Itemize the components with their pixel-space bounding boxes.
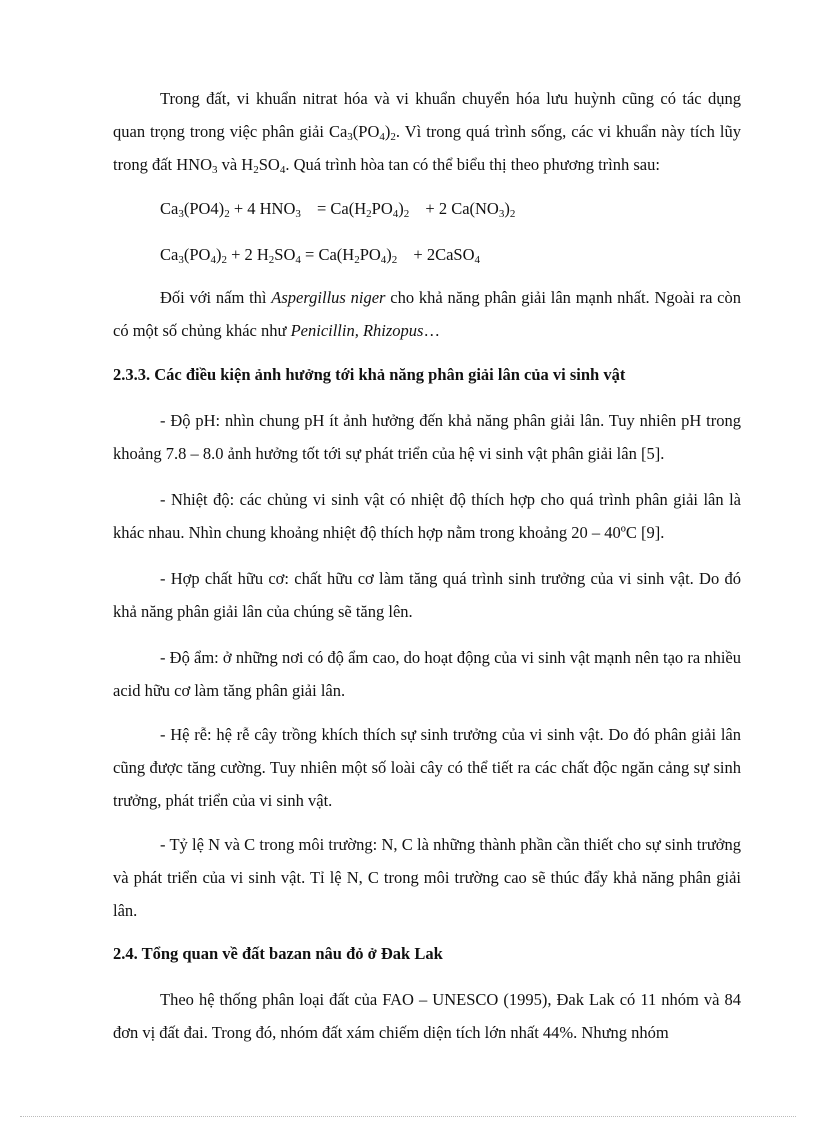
bullet-ph: - Độ pH: nhìn chung pH ít ảnh hưởng đến khả năng phân giải lân. Tuy nhiên pH trong khoảng 7.8 – 8.0 ảnh hưởng tốt tới sự phát triển của hệ vi sinh vật phân giải lân [5].	[113, 411, 741, 463]
bullet-humidity: - Độ ẩm: ở những nơi có độ ẩm cao, do hoạt động của vi sinh vật mạnh nên tạo ra nhiều acid hữu cơ làm tăng phân giải lân.	[113, 648, 741, 700]
paragraph-fungi: Đối với nấm thì Aspergillus niger cho khả năng phân giải lân mạnh nhất. Ngoài ra còn có một số chủng khác như Penicillin, Rhizopus…	[113, 288, 742, 340]
species-name: Penicillin, Rhizopus	[290, 321, 424, 340]
equation-2: $Ca_3(PO_4)_2 + 2$ $H_2SO_4 = Ca(H_2PO_4)_2$ + 2CaSO$_4$	[160, 245, 481, 266]
bullet-nc-ratio: - Tỷ lệ N và C trong môi trường: N, C là những thành phần cần thiết cho sự sinh trưởng và phát triển của vi sinh vật. Tỉ lệ N, C trong môi trường cao sẽ thúc đẩy khả năng phân giải lân.	[113, 835, 741, 920]
section-heading-2-3-3: 2.3.3. Các điều kiện ảnh hưởng tới khả năng phân giải lân của vi sinh vật	[113, 365, 626, 384]
paragraph-intro	[113, 82, 741, 181]
text-line: lũy trong đất $HNO_3$ và $H_2SO_4$. Quá trình hòa tan có thể biểu thị theo phương trình sau:	[113, 122, 742, 176]
paragraph-fao: Theo hệ thống phân loại đất của FAO – UNESCO (1995), Đak Lak có 11 nhóm và 84 đơn vị đất đai. Trong đó, nhóm đất xám chiếm diện tích lớn nhất 44%. Nhưng nhóm	[113, 990, 741, 1042]
bullet-root-system: - Hệ rễ: hệ rễ cây trồng khích thích sự sinh trưởng của vi sinh vật. Do đó phân giải lân cũng được tăng cường. Tuy nhiên một số loài cây có thể tiết ra các chất độc ngăn cảng sự sinh trưởng, phát triển của vi sinh vật.	[113, 725, 741, 810]
page-bottom-rule	[20, 1116, 796, 1117]
species-name: Aspergillus niger	[271, 288, 386, 307]
text-line: quan trọng trong việc phân giải $Ca_3(PO_4)_2$. Vì trong quá trình sống, các vi khuẩn này tích	[113, 122, 715, 143]
text-line: Trong đất, vi khuẩn nitrat hóa và vi khuẩn chuyển hóa lưu huỳnh cũng có tác dụng	[160, 89, 741, 108]
bullet-organic-matter: - Hợp chất hữu cơ: chất hữu cơ làm tăng quá trình sinh trưởng của vi sinh vật. Do đó khả năng phân giải lân của chúng sẽ tăng lên.	[113, 569, 741, 621]
bullet-temperature: - Nhiệt độ: các chủng vi sinh vật có nhiệt độ thích hợp cho quá trình phân giải lân là khác nhau. Nhìn chung khoảng nhiệt độ thích hợp nằm trong khoảng 20 – 40ºC [9].	[113, 490, 741, 542]
equation-1: $Ca_3(PO4)_2 + 4$ $HNO_3 = Ca(H_2PO_4)_2 + 2$ $Ca(NO_3)_2$	[160, 199, 516, 220]
section-heading-2-4: 2.4. Tổng quan về đất bazan nâu đỏ ở Đak Lak	[113, 944, 443, 963]
